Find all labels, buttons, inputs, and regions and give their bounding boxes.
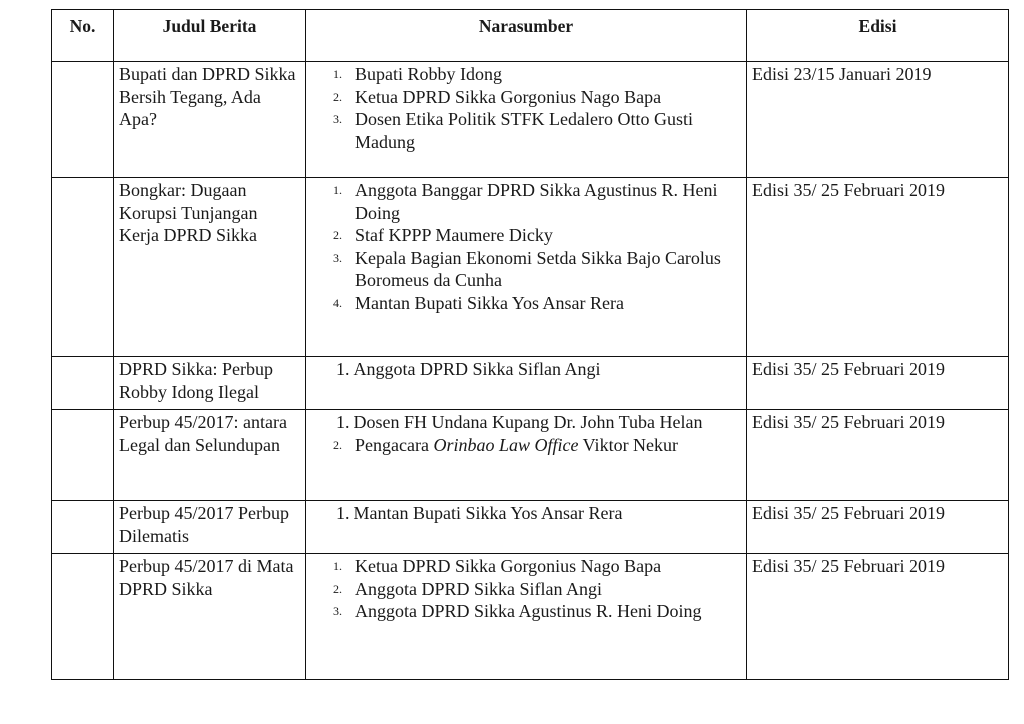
table-row	[52, 501, 1009, 554]
item-text: Ketua DPRD Sikka Gorgonius Nago Bapa	[355, 86, 662, 107]
cell-no	[52, 554, 114, 680]
narasumber-list	[311, 434, 741, 457]
item-number: 2.	[333, 437, 342, 452]
item-number: 2.	[333, 89, 342, 104]
cell-narasumber	[306, 357, 747, 410]
item-number: 1.	[333, 559, 342, 573]
header-no: No.	[52, 10, 114, 62]
item-text-suffix: Viktor Nekur	[578, 434, 679, 455]
item-number: 3.	[333, 112, 342, 126]
cell-narasumber	[306, 410, 747, 501]
cell-no	[52, 501, 114, 554]
cell-judul: Bupati dan DPRD Sikka Bersih Tegang, Ada Apa?	[114, 62, 306, 178]
cell-narasumber	[306, 62, 747, 178]
cell-no	[52, 62, 114, 178]
list-item	[333, 86, 741, 109]
item-text: Dosen Etika Politik STFK Ledalero Otto Gusti Madung	[355, 109, 693, 152]
cell-judul: Perbup 45/2017 Perbup Dilematis	[114, 501, 306, 554]
table-row	[52, 178, 1009, 357]
item-number: 1.	[333, 67, 342, 81]
cell-no	[52, 178, 114, 357]
list-item	[333, 434, 741, 457]
cell-edisi: Edisi 23/15 Januari 2019	[747, 62, 1009, 178]
item-number: 3.	[333, 604, 342, 618]
list-item	[333, 179, 741, 224]
item-text: Bupati Robby Idong	[355, 64, 502, 84]
item-number: 1.	[336, 359, 350, 379]
news-table	[51, 9, 1009, 680]
item-text: Mantan Bupati Sikka Yos Ansar Rera	[353, 503, 623, 523]
item-number: 1.	[333, 183, 342, 197]
header-edisi: Edisi	[747, 10, 1009, 62]
narasumber-list	[311, 63, 741, 153]
cell-no	[52, 357, 114, 410]
cell-edisi: Edisi 35/ 25 Februari 2019	[747, 554, 1009, 680]
header-narasumber: Narasumber	[306, 10, 747, 62]
list-item	[333, 63, 741, 86]
item-number: 1.	[336, 503, 350, 523]
list-item	[333, 247, 741, 292]
item-text: Staf KPPP Maumere Dicky	[355, 225, 553, 245]
cell-judul: Bongkar: Dugaan Korupsi Tunjangan Kerja DPRD Sikka	[114, 178, 306, 357]
item-text: Anggota Banggar DPRD Sikka Agustinus R. Heni Doing	[355, 180, 718, 223]
table-row	[52, 554, 1009, 680]
narasumber-line	[311, 502, 741, 525]
list-item	[333, 292, 741, 315]
list-item	[333, 555, 741, 578]
cell-judul: DPRD Sikka: Perbup Robby Idong Ilegal	[114, 357, 306, 410]
item-number: 4.	[333, 295, 342, 310]
cell-narasumber	[306, 178, 747, 357]
cell-narasumber	[306, 554, 747, 680]
item-number: 2.	[333, 581, 342, 596]
narasumber-list	[311, 179, 741, 314]
table-header	[52, 10, 1009, 62]
item-text: Anggota DPRD Sikka Siflan Angi	[355, 578, 603, 599]
item-text: Anggota DPRD Sikka Agustinus R. Heni Doing	[355, 601, 702, 621]
item-number: 2.	[333, 228, 342, 242]
item-text: Dosen FH Undana Kupang Dr. John Tuba Helan	[353, 412, 703, 432]
cell-narasumber	[306, 501, 747, 554]
cell-edisi: Edisi 35/ 25 Februari 2019	[747, 410, 1009, 501]
item-text: Ketua DPRD Sikka Gorgonius Nago Bapa	[355, 556, 662, 576]
narasumber-line	[311, 411, 741, 434]
table-row	[52, 357, 1009, 410]
cell-edisi: Edisi 35/ 25 Februari 2019	[747, 501, 1009, 554]
item-text: Anggota DPRD Sikka Siflan Angi	[353, 359, 601, 379]
list-item	[333, 224, 741, 247]
table-row	[52, 62, 1009, 178]
table-row	[52, 410, 1009, 501]
narasumber-line	[311, 358, 741, 381]
item-text-prefix: Pengacara	[355, 434, 434, 455]
cell-edisi: Edisi 35/ 25 Februari 2019	[747, 178, 1009, 357]
cell-judul: Perbup 45/2017: antara Legal dan Selundupan	[114, 410, 306, 501]
cell-edisi: Edisi 35/ 25 Februari 2019	[747, 357, 1009, 410]
item-text: Kepala Bagian Ekonomi Setda Sikka Bajo Carolus Boromeus da Cunha	[355, 247, 721, 290]
narasumber-list	[311, 555, 741, 623]
header-judul: Judul Berita	[114, 10, 306, 62]
list-item	[333, 600, 741, 623]
item-text: Mantan Bupati Sikka Yos Ansar Rera	[355, 292, 624, 313]
list-item	[333, 578, 741, 601]
item-number: 1.	[336, 412, 350, 432]
item-text-italic: Orinbao Law Office	[433, 434, 579, 455]
cell-judul: Perbup 45/2017 di Mata DPRD Sikka	[114, 554, 306, 680]
item-number: 3.	[333, 250, 342, 265]
list-item	[333, 108, 741, 153]
cell-no	[52, 410, 114, 501]
